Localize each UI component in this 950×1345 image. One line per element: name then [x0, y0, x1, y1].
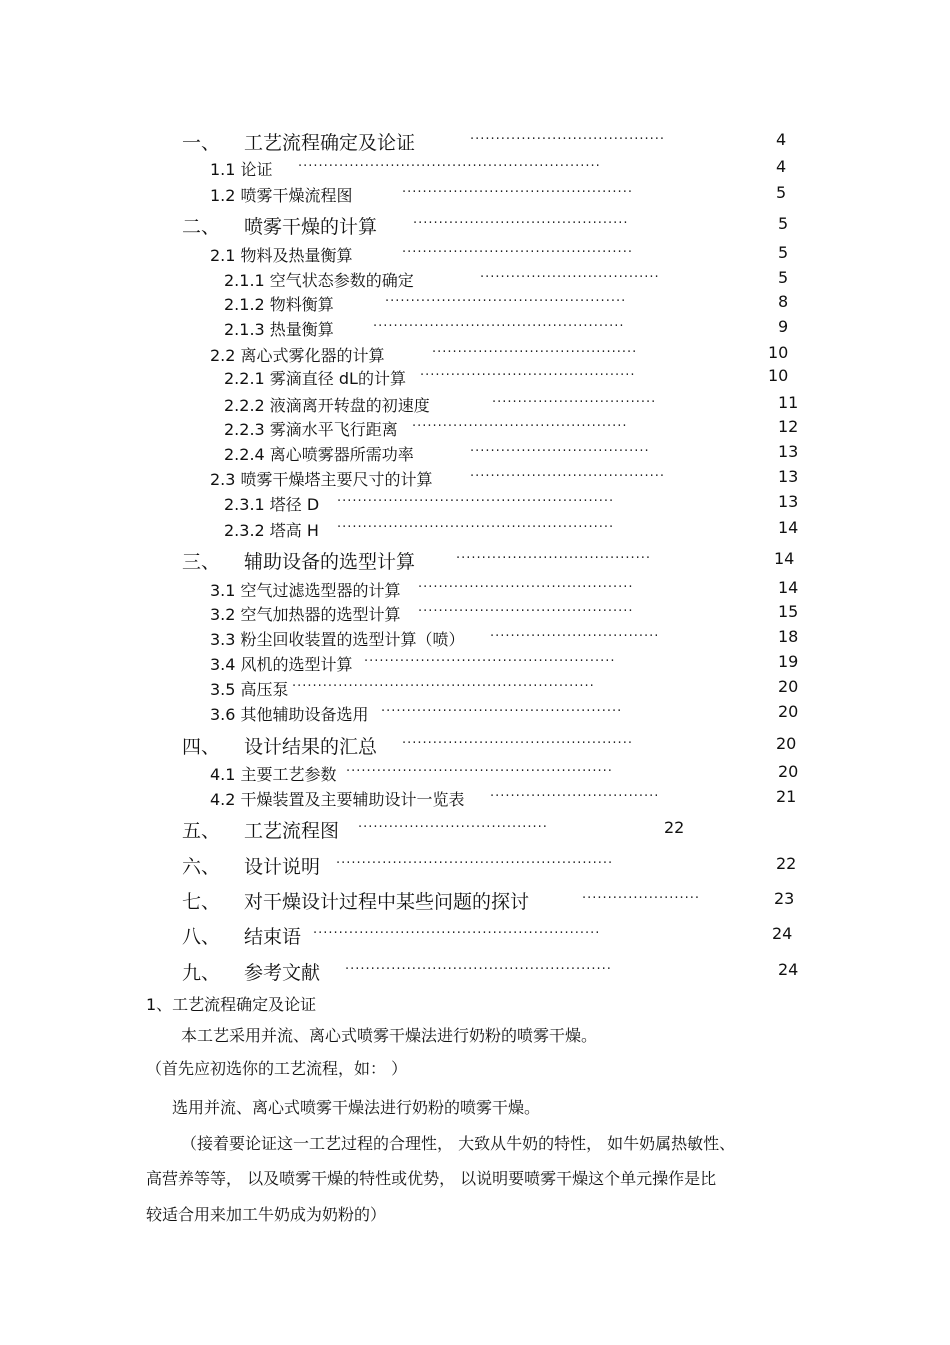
toc-entry-title: 2.3.2 塔高 H — [224, 521, 319, 540]
toc-entry — [0, 787, 950, 811]
toc-page-number: 18 — [778, 627, 799, 646]
toc-entry-number: 八、 — [182, 926, 221, 948]
toc-entry-title: 3.3 粉尘回收装置的选型计算（喷） — [210, 630, 465, 649]
toc-entry — [0, 417, 950, 441]
toc-entry-title: 参考文献 — [244, 962, 321, 984]
toc-entry-title: 3.4 风机的选型计算 — [210, 655, 353, 674]
toc-entry-title: 对干燥设计过程中某些问题的探讨 — [244, 891, 530, 913]
toc-dot-leader: ············································· — [402, 185, 633, 200]
toc-entry-title: 2.2 离心式雾化器的计算 — [210, 346, 385, 365]
toc-entry-title: 设计结果的汇总 — [244, 736, 378, 758]
toc-entry — [0, 762, 950, 786]
toc-entry-title: 辅助设备的选型计算 — [244, 551, 416, 573]
toc-page-number: 10 — [768, 343, 789, 362]
toc-entry — [0, 292, 950, 316]
toc-dot-leader: ··························································· — [292, 679, 595, 694]
toc-entry-title: 2.1 物料及热量衡算 — [210, 246, 353, 265]
toc-entry — [0, 214, 950, 238]
toc-entry-number: 一、 — [182, 132, 221, 154]
toc-page-number: 14 — [774, 549, 795, 568]
toc-dot-leader: ······················································ — [337, 494, 615, 509]
toc-dot-leader: ······································ — [470, 469, 666, 484]
toc-entry-title: 设计说明 — [244, 856, 321, 878]
toc-entry — [0, 157, 950, 181]
toc-dot-leader: ··························································· — [298, 159, 601, 174]
paragraph: 较适合用来加工牛奶成为奶粉的） — [146, 1205, 387, 1224]
toc-page-number: 13 — [778, 467, 799, 486]
toc-dot-leader: ························································ — [313, 926, 601, 941]
toc-entry — [0, 578, 950, 602]
toc-page-number: 5 — [778, 214, 789, 233]
toc-page-number: 23 — [774, 889, 795, 908]
toc-dot-leader: ··············································· — [381, 704, 623, 719]
toc-entry — [0, 677, 950, 701]
toc-entry-title: 2.1.3 热量衡算 — [224, 320, 334, 339]
toc-dot-leader: ··································· — [470, 444, 650, 459]
toc-page-number: 14 — [778, 518, 799, 537]
toc-page-number: 19 — [778, 652, 799, 671]
toc-entry-title: 2.3 喷雾干燥塔主要尺寸的计算 — [210, 470, 433, 489]
toc-dot-leader: ·········································· — [418, 580, 634, 595]
toc-entry-number: 九、 — [182, 962, 221, 984]
toc-entry-title: 2.1.2 物料衡算 — [224, 295, 334, 314]
toc-entry-title: 2.3.1 塔径 D — [224, 495, 320, 514]
toc-entry-title: 工艺流程图 — [244, 820, 340, 842]
toc-entry-number: 四、 — [182, 736, 221, 758]
toc-page-number: 12 — [778, 417, 799, 436]
toc-dot-leader: ·········································· — [418, 604, 634, 619]
toc-entry — [0, 268, 950, 292]
toc-entry — [0, 627, 950, 651]
toc-entry-title: 3.6 其他辅助设备选用 — [210, 705, 369, 724]
toc-entry — [0, 317, 950, 341]
toc-dot-leader: ············································· — [402, 245, 633, 260]
toc-entry-title: 喷雾干燥的计算 — [244, 216, 378, 238]
toc-entry — [0, 492, 950, 516]
toc-dot-leader: ······················································ — [337, 520, 615, 535]
toc-dot-leader: ································· — [490, 629, 660, 644]
toc-entry — [0, 442, 950, 466]
toc-entry-title: 3.2 空气加热器的选型计算 — [210, 605, 401, 624]
toc-page-number: 15 — [778, 602, 799, 621]
paragraph: 选用并流、离心式喷雾干燥法进行奶粉的喷雾干燥。 — [172, 1098, 541, 1117]
toc-page-number: 24 — [778, 960, 799, 979]
toc-entry — [0, 889, 950, 913]
toc-entry — [0, 734, 950, 758]
toc-page-number: 5 — [776, 183, 787, 202]
toc-entry-title: 工艺流程确定及论证 — [244, 132, 416, 154]
toc-entry-number: 五、 — [182, 820, 221, 842]
toc-page-number: 13 — [778, 442, 799, 461]
toc-dot-leader: ···················································· — [346, 764, 613, 779]
toc-dot-leader: ··································· — [480, 270, 660, 285]
toc-entry-title: 2.2.3 雾滴水平飞行距离 — [224, 420, 398, 439]
toc-entry-number: 三、 — [182, 551, 221, 573]
toc-entry-title: 2.2.2 液滴离开转盘的初速度 — [224, 396, 430, 415]
toc-entry — [0, 818, 950, 842]
toc-entry — [0, 924, 950, 948]
toc-entry — [0, 183, 950, 207]
toc-page-number: 5 — [778, 243, 789, 262]
toc-page-number: 8 — [778, 292, 789, 311]
toc-page-number: 20 — [778, 677, 799, 696]
paragraph: （首先应初选你的工艺流程，如： ） — [146, 1059, 408, 1078]
toc-page-number: 10 — [768, 366, 789, 385]
toc-page-number: 21 — [776, 787, 797, 806]
toc-entry — [0, 518, 950, 542]
toc-entry — [0, 960, 950, 984]
toc-page-number: 24 — [772, 924, 793, 943]
toc-page-number: 4 — [776, 157, 787, 176]
toc-page-number: 14 — [778, 578, 799, 597]
toc-dot-leader: ················································· — [373, 319, 625, 334]
toc-dot-leader: ······················· — [582, 891, 701, 906]
toc-entry — [0, 549, 950, 573]
toc-entry — [0, 467, 950, 491]
toc-dot-leader: ··············································· — [385, 294, 627, 309]
toc-entry-title: 2.1.1 空气状态参数的确定 — [224, 271, 414, 290]
paragraph: （接着要论证这一工艺过程的合理性， 大致从牛奶的特性， 如牛奶属热敏性、 — [181, 1134, 736, 1153]
toc-dot-leader: ········································ — [432, 345, 638, 360]
toc-dot-leader: ············································· — [402, 736, 633, 751]
toc-page-number: 22 — [664, 818, 685, 837]
paragraph: 本工艺采用并流、离心式喷雾干燥法进行奶粉的喷雾干燥。 — [181, 1026, 598, 1045]
toc-dot-leader: ·········································· — [420, 368, 636, 383]
toc-page-number: 22 — [776, 854, 797, 873]
toc-dot-leader: ···················································· — [345, 962, 612, 977]
toc-entry — [0, 652, 950, 676]
toc-entry — [0, 702, 950, 726]
toc-entry — [0, 854, 950, 878]
toc-entry-title: 1.2 喷雾干燥流程图 — [210, 186, 353, 205]
toc-page-number: 4 — [776, 130, 787, 149]
toc-page-number: 20 — [778, 762, 799, 781]
toc-dot-leader: ················································· — [364, 654, 616, 669]
toc-entry-title: 4.2 干燥装置及主要辅助设计一览表 — [210, 790, 465, 809]
toc-entry-title: 3.1 空气过滤选型器的计算 — [210, 581, 401, 600]
toc-dot-leader: ·········································· — [412, 419, 628, 434]
toc-entry-title: 3.5 高压泵 — [210, 680, 289, 699]
toc-entry-title: 1.1 论证 — [210, 160, 273, 179]
toc-entry — [0, 243, 950, 267]
toc-entry — [0, 130, 950, 154]
toc-page-number: 11 — [778, 393, 799, 412]
toc-page-number: 5 — [778, 268, 789, 287]
toc-dot-leader: ·········································· — [413, 216, 629, 231]
toc-dot-leader: ································· — [490, 789, 660, 804]
toc-dot-leader: ································ — [492, 395, 657, 410]
toc-entry — [0, 602, 950, 626]
toc-entry-number: 七、 — [182, 891, 221, 913]
toc-entry-title: 2.2.1 雾滴直径 dL的计算 — [224, 369, 406, 388]
toc-entry-number: 六、 — [182, 856, 221, 878]
toc-page-number: 9 — [778, 317, 789, 336]
toc-dot-leader: ······································ — [456, 551, 652, 566]
toc-page-number: 20 — [776, 734, 797, 753]
toc-entry-title: 4.1 主要工艺参数 — [210, 765, 337, 784]
section-heading: 1、工艺流程确定及论证 — [146, 995, 317, 1014]
toc-entry-title: 2.2.4 离心喷雾器所需功率 — [224, 445, 414, 464]
toc-entry — [0, 393, 950, 417]
toc-dot-leader: ····································· — [358, 820, 548, 835]
toc-dot-leader: ······················································ — [336, 856, 614, 871]
paragraph: 高营养等等， 以及喷雾干燥的特性或优势， 以说明要喷雾干燥这个单元操作是比 — [146, 1169, 717, 1188]
toc-entry-number: 二、 — [182, 216, 221, 238]
toc-page-number: 20 — [778, 702, 799, 721]
toc-page-number: 13 — [778, 492, 799, 511]
toc-entry — [0, 366, 950, 390]
toc-dot-leader: ······································ — [470, 132, 666, 147]
toc-entry-title: 结束语 — [244, 926, 302, 948]
toc-entry — [0, 343, 950, 367]
